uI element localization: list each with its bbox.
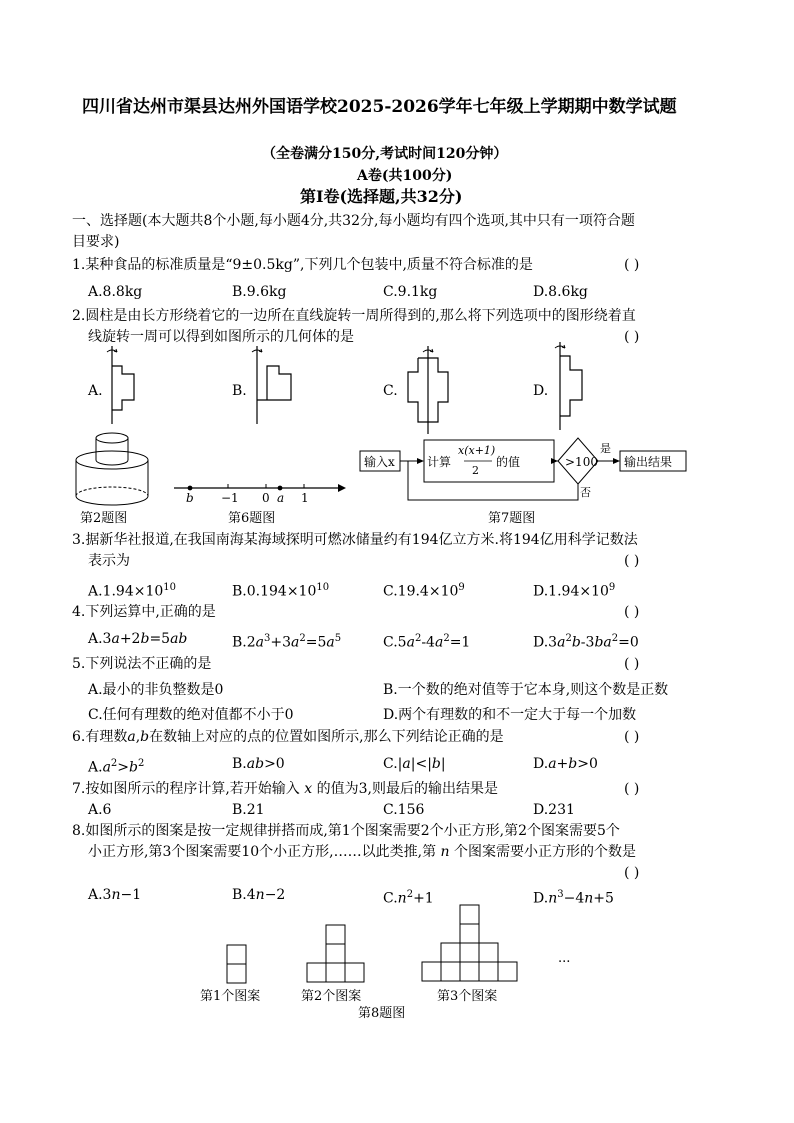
flow-yes-label: 是 [600, 442, 611, 455]
flow-input-box: 输入x [364, 455, 395, 469]
flow-condition: >100 [565, 455, 598, 469]
fig6-number-line [170, 474, 350, 508]
q7-answer-paren: ( ) [624, 781, 640, 797]
q8-option-a: A.3n−1 [88, 887, 142, 903]
numberline-label-b: b [186, 491, 194, 505]
fig2-geometric-solid [72, 428, 152, 510]
q2-stem-line-2: 线旋转一周可以得到如图所示的几何体的是 [88, 329, 354, 345]
q3-stem-line-2: 表示为 [88, 553, 130, 569]
q5-stem: 5.下列说法不正确的是 [72, 656, 212, 672]
q3-answer-paren: ( ) [624, 553, 640, 569]
q5-answer-paren: ( ) [624, 656, 640, 672]
flow-calc-denominator: 2 [472, 464, 479, 477]
q4-stem: 4.下列运算中,正确的是 [72, 604, 216, 620]
q4-option-d: $D.3a^2b-3ba^2=0$ [533, 633, 639, 651]
q2-answer-paren: ( ) [624, 329, 640, 345]
part-one-heading: 第Ⅰ卷(选择题,共32分) [300, 187, 463, 206]
q5-option-b: B.一个数的绝对值等于它本身,则这个数是正数 [383, 682, 669, 698]
q8-option-b: B.4n−2 [232, 887, 286, 903]
flow-calc-suffix: 的值 [496, 455, 521, 469]
q2-label-c: C. [383, 383, 398, 399]
q6-option-d: D.a+b>0 [533, 756, 598, 772]
q8-pattern-3 [420, 904, 520, 984]
q3-option-b: $B.0.194\times 10^{10}$ [232, 582, 330, 600]
q1-stem: 1.某种食品的标准质量是“9±0.5kg”,下列几个包装中,质量不符合标准的是 [72, 257, 533, 273]
q6-option-b: B.ab>0 [232, 756, 285, 772]
q4-option-c: $C.5a^2-4a^2=1$ [383, 633, 471, 651]
q8-answer-paren: ( ) [624, 865, 640, 881]
instructions-line-1: 一、选择题(本大题共8个小题,每小题4分,共32分,每小题均有四个选项,其中只有一项符合题 [72, 213, 635, 229]
q8-option-d: $D.n^3-4n+5$ [533, 889, 614, 907]
fig7-caption: 第7题图 [488, 511, 536, 526]
q4-option-a: A.3a+2b=5ab [88, 631, 188, 647]
fig6-caption: 第6题图 [228, 511, 276, 526]
q3-option-d: $D.1.94\times 10^9$ [533, 582, 616, 600]
q7-option-a: A.6 [88, 802, 112, 818]
numberline-label-neg1: −1 [221, 491, 239, 505]
q2-option-d-figure [548, 340, 598, 432]
q3-option-c: $C.19.4\times 10^9$ [383, 582, 465, 600]
exam-subtitle: （全卷满分150分,考试时间120分钟） [262, 146, 508, 162]
q7-option-c: C.156 [383, 802, 425, 818]
q6-option-c: C.|a|<|b| [383, 756, 446, 772]
fig2-caption: 第2题图 [80, 511, 128, 526]
q7-option-d: D.231 [533, 802, 575, 818]
q3-stem-line-1: 3.据新华社报道,在我国南海某海域探明可燃冰储量约有194亿立方米.将194亿用科学记数法 [72, 532, 638, 548]
numberline-label-1: 1 [301, 491, 309, 505]
q2-label-a: A. [88, 383, 103, 399]
q1-option-a: A.8.8kg [88, 284, 143, 300]
q8-stem-line-1: 8.如图所示的图案是按一定规律拼搭而成,第1个图案需要2个小正方形,第2个图案需要5个 [72, 823, 620, 839]
q7-option-b: B.21 [232, 802, 265, 818]
q3-option-a: $A.1.94\times 10^{10}$ [88, 582, 177, 600]
numberline-label-0: 0 [262, 491, 270, 505]
q2-stem-line-1: 2.圆柱是由长方形绕着它的一边所在直线旋转一周所得到的,那么将下列选项中的图形绕着直 [72, 308, 636, 324]
numberline-label-a: a [277, 491, 285, 505]
q8-pattern-1 [226, 944, 248, 984]
flow-output-box: 输出结果 [624, 455, 673, 469]
q5-option-a: A.最小的非负整数是0 [88, 682, 224, 698]
q8-option-c: $C.n^2+1$ [383, 889, 434, 907]
q2-option-c-figure [400, 344, 460, 436]
q2-option-a-figure [100, 344, 150, 426]
q2-label-d: D. [533, 383, 549, 399]
flow-no-label: 否 [580, 486, 591, 499]
instructions-line-2: 目要求) [72, 234, 120, 250]
q8-pattern-1-label: 第1个图案 [200, 989, 261, 1004]
q6-stem: 6.有理数a,b在数轴上对应的点的位置如图所示,那么下列结论正确的是 [72, 729, 504, 745]
flow-calc-prefix: 计算 [427, 455, 452, 469]
q6-answer-paren: ( ) [624, 729, 640, 745]
q1-option-b: B.9.6kg [232, 284, 287, 300]
page-title: 四川省达州市渠县达州外国语学校2025-2026学年七年级上学期期中数学试题 [82, 97, 677, 117]
fig8-caption: 第8题图 [358, 1006, 406, 1021]
q2-option-b-figure [245, 344, 305, 426]
q8-pattern-2-label: 第2个图案 [301, 989, 362, 1004]
q1-option-c: C.9.1kg [383, 284, 438, 300]
q8-ellipsis: ... [558, 951, 571, 966]
q8-pattern-2 [305, 924, 367, 984]
q8-stem-line-2: 小正方形,第3个图案需要10个小正方形,……以此类推,第 n 个图案需要小正方形的个数是 [88, 844, 637, 860]
q1-option-d: D.8.6kg [533, 284, 588, 300]
q6-option-a: $A.a^2>b^2$ [88, 758, 145, 776]
section-a-heading: A卷(共100分) [357, 168, 453, 184]
q4-option-b: $B.2a^3+3a^2=5a^5$ [232, 633, 342, 651]
q7-stem: 7.按如图所示的程序计算,若开始输入 x 的值为3,则最后的输出结果是 [72, 781, 498, 797]
flow-calc-numerator: x(x+1) [458, 444, 496, 457]
q4-answer-paren: ( ) [624, 604, 640, 620]
q8-pattern-3-label: 第3个图案 [437, 989, 498, 1004]
q5-option-c: C.任何有理数的绝对值都不小于0 [88, 707, 294, 723]
q1-answer-paren: ( ) [624, 257, 640, 273]
q2-label-b: B. [232, 383, 247, 399]
q5-option-d: D.两个有理数的和不一定大于每一个加数 [383, 707, 637, 723]
